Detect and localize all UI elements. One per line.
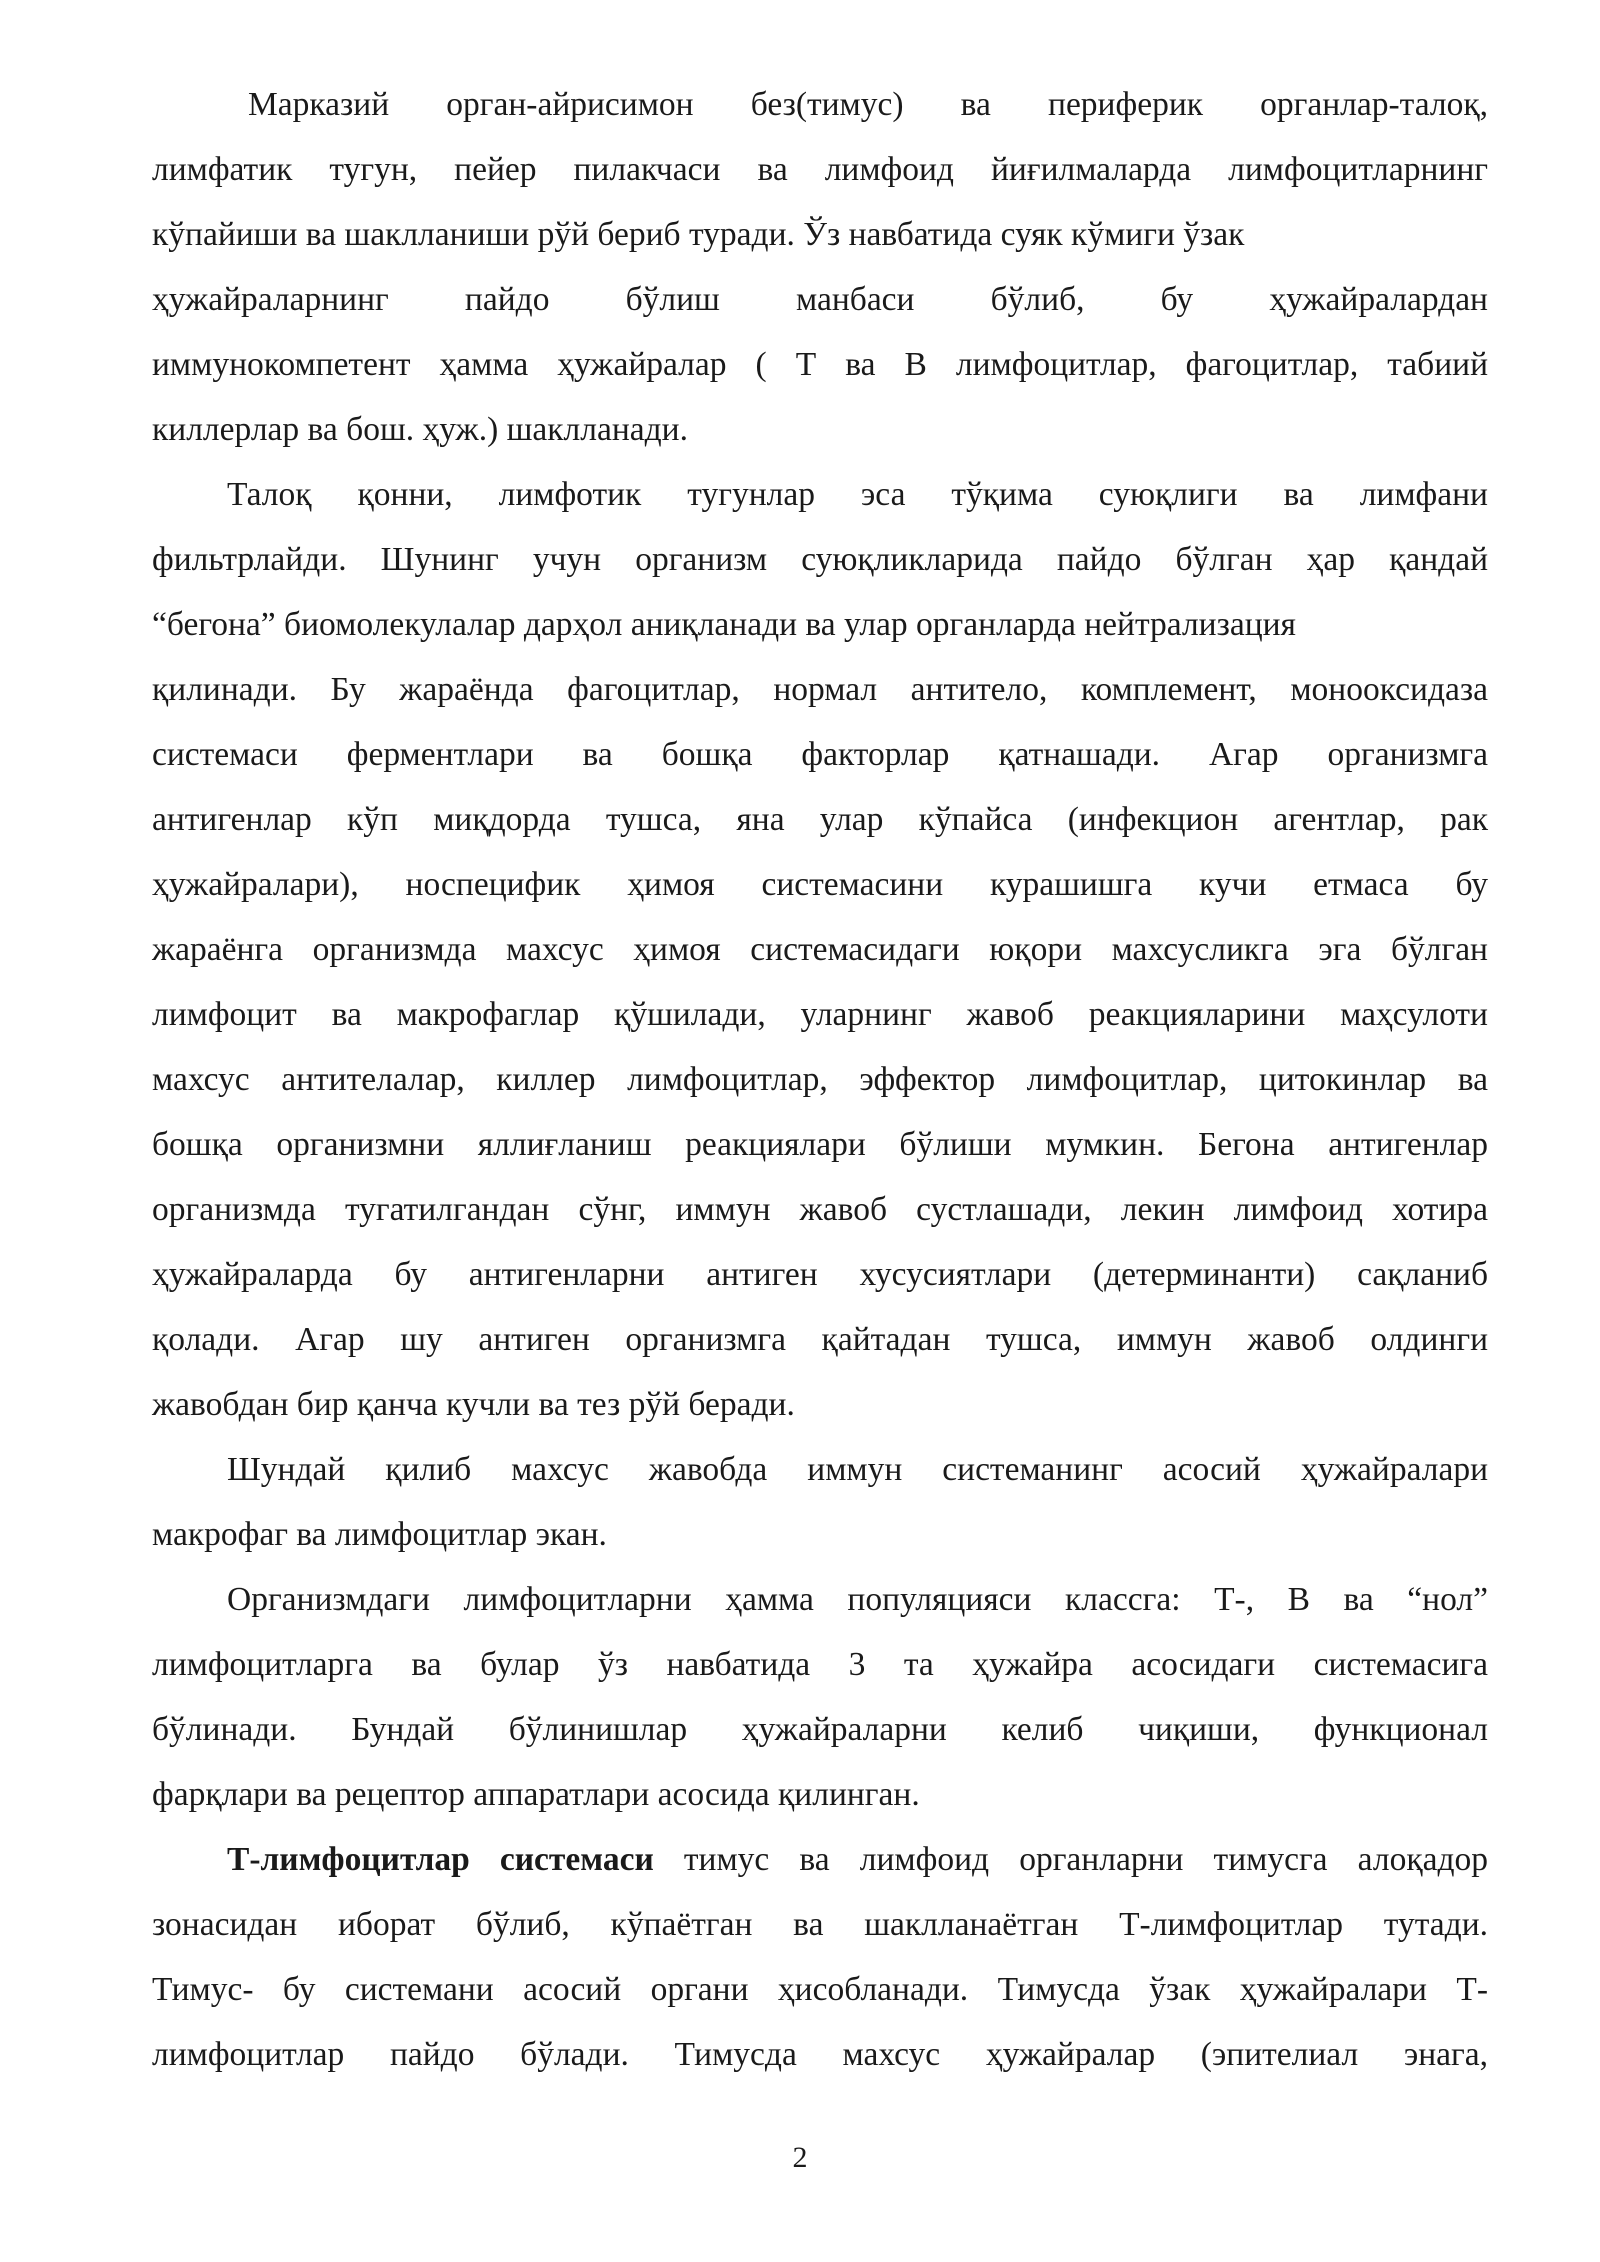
text-line: антигенлар кўп миқдорда тушса, яна улар кўпайса (инфекцион агентлар, рак — [152, 801, 1488, 838]
bold-term: Т-лимфоцитлар системаси — [227, 1841, 654, 1878]
text-line: Марказий орган-айрисимон без(тимус) ва периферик органлар-талоқ, — [248, 86, 1488, 123]
paragraph-4 — [152, 1567, 1488, 1827]
text-line: зонасидан иборат бўлиб, кўпаётган ва шаклланаётган Т-лимфоцитлар тутади. — [152, 1906, 1488, 1943]
text-line: макрофаг ва лимфоцитлар экан. — [152, 1516, 607, 1553]
text-line: бошқа организмни яллиғланиш реакциялари бўлиши мумкин. Бегона антигенлар — [152, 1126, 1488, 1163]
text-line: “бегона” биомолекулалар дарҳол аниқланади ва улар органларда нейтрализация — [152, 606, 1296, 643]
text-line: лимфоцитлар пайдо бўлади. Тимусда махсус ҳужайралар (эпителиал энага, — [152, 2036, 1488, 2073]
text-line: организмда тугатилгандан сўнг, иммун жавоб сустлашади, лекин лимфоид хотира — [152, 1191, 1488, 1228]
text-line: ҳужайралари), носпецифик ҳимоя системасини курашишга кучи етмаса бу — [152, 866, 1488, 903]
text-line: бўлинади. Бундай бўлинишлар ҳужайраларни келиб чиқиши, функционал — [152, 1711, 1488, 1748]
text-line: Организмдаги лимфоцитларни ҳамма популяцияси классга: Т-, В ва “нол” — [227, 1581, 1488, 1618]
text-run: тимус ва лимфоид органларни тимусга алоқадор — [653, 1841, 1489, 1878]
paragraph-1 — [152, 72, 1488, 462]
text-line: Талоқ қонни, лимфотик тугунлар эса тўқима суюқлиги ва лимфани — [227, 476, 1488, 513]
text-line: ҳужайраларда бу антигенларни антиген хусусиятлари (детерминанти) сақланиб — [152, 1256, 1488, 1293]
text-line: лимфоцитларга ва булар ўз навбатида 3 та ҳужайра асосидаги системасига — [152, 1646, 1488, 1683]
body-text — [152, 72, 1488, 2087]
paragraph-3 — [152, 1437, 1488, 1567]
text-line: жавобдан бир қанча кучли ва тез рўй беради. — [152, 1386, 795, 1423]
text-line: Тимус- бу системани асосий органи ҳисобланади. Тимусда ўзак ҳужайралари Т- — [152, 1971, 1488, 2008]
text-line: лимфатик тугун, пейер пилакчаси ва лимфоид йиғилмаларда лимфоцитларнинг — [152, 151, 1488, 188]
text-line: махсус антителалар, киллер лимфоцитлар, эффектор лимфоцитлар, цитокинлар ва — [152, 1061, 1488, 1098]
text-line: лимфоцит ва макрофаглар қўшилади, уларнинг жавоб реакцияларини маҳсулоти — [152, 996, 1488, 1033]
paragraph-5 — [152, 1827, 1488, 2087]
text-line: жараёнга организмда махсус ҳимоя системасидаги юқори махсусликга эга бўлган — [152, 931, 1488, 968]
text-line: фарқлари ва рецептор аппаратлари асосида қилинган. — [152, 1776, 920, 1813]
text-line: кўпайиши ва шаклланиши рўй бериб туради. Ўз навбатида суяк кўмиги ўзак — [152, 216, 1245, 253]
text-line: қилинади. Бу жараёнда фагоцитлар, нормал антитело, комплемент, монооксидаза — [152, 671, 1488, 708]
text-line: киллерлар ва бош. ҳуж.) шаклланади. — [152, 411, 688, 448]
text-line: фильтрлайди. Шунинг учун организм суюқликларида пайдо бўлган ҳар қандай — [152, 541, 1488, 578]
text-line: иммунокомпетент ҳамма ҳужайралар ( Т ва В лимфоцитлар, фагоцитлар, табиий — [152, 346, 1488, 383]
page-number: 2 — [792, 2141, 808, 2174]
text-line — [152, 1827, 1488, 1892]
text-line: системаси ферментлари ва бошқа факторлар қатнашади. Агар организмга — [152, 736, 1488, 773]
text-line: ҳужайраларнинг пайдо бўлиш манбаси бўлиб, бу ҳужайралардан — [152, 281, 1488, 318]
paragraph-2 — [152, 462, 1488, 1437]
text-line: қолади. Агар шу антиген организмга қайтадан тушса, иммун жавоб олдинги — [152, 1321, 1488, 1358]
text-line: Шундай қилиб махсус жавобда иммун системанинг асосий ҳужайралари — [227, 1451, 1488, 1488]
